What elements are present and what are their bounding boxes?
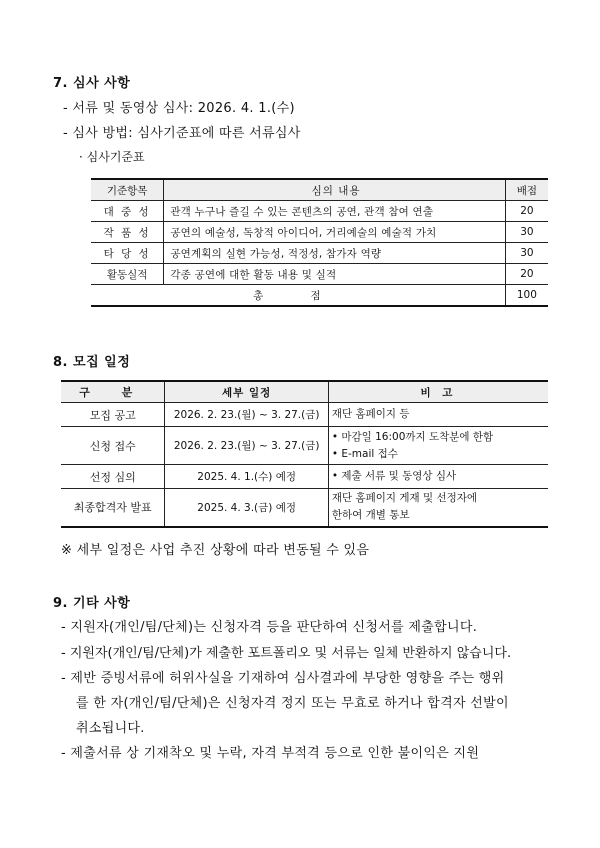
criteria-total-label: 총 점 (91, 285, 505, 307)
review-method-line: - 심사 방법: 심사기준표에 따른 서류심사 (63, 126, 301, 141)
criteria-content: 공연의 예술성, 독창적 아이디어, 거리예술의 예술적 가치 (164, 222, 505, 243)
schedule-note-text: ※ 세부 일정은 사업 추진 상황에 따라 변동될 수 있음 (61, 543, 370, 558)
criteria-item: 대 중 성 (91, 201, 164, 222)
schedule-table (61, 380, 548, 528)
schedule-date: 2026. 2. 23.(월) ~ 3. 27.(금) (165, 403, 328, 427)
criteria-header-score: 배점 (505, 179, 548, 201)
schedule-row (61, 403, 548, 427)
schedule-date: 2025. 4. 3.(금) 예정 (165, 489, 328, 527)
schedule-header-category: 구 분 (61, 381, 165, 403)
schedule-row (61, 427, 548, 465)
criteria-item: 타 당 성 (91, 243, 164, 264)
etc-item-continued: 를 한 자(개인/팀/단체)은 신청자격 정지 또는 무효로 하거나 합격자 선발이 (76, 696, 509, 711)
criteria-table (91, 178, 548, 307)
schedule-note: 한하여 개별 통보 (331, 509, 410, 522)
schedule-note: 재단 홈페이지 게재 및 선정자에 (331, 492, 478, 505)
schedule-notes (328, 489, 548, 527)
section9-heading: 9. 기타 사항 (53, 596, 131, 611)
schedule-label: 모집 공고 (61, 403, 165, 427)
section7-heading: 7. 심사 사항 (53, 76, 131, 91)
criteria-row (91, 264, 548, 285)
schedule-notes (328, 465, 548, 489)
criteria-score: 30 (505, 243, 548, 264)
criteria-header-row (91, 179, 548, 201)
schedule-note: 재단 홈페이지 등 (331, 408, 410, 420)
criteria-score: 20 (505, 201, 548, 222)
etc-item: - 제출서류 상 기재착오 및 누락, 자격 부적격 등으로 인한 불이익은 지원 (61, 746, 480, 761)
criteria-header-content: 심의 내용 (164, 179, 505, 201)
schedule-notes (328, 427, 548, 465)
criteria-total-score: 100 (505, 285, 548, 307)
schedule-row (61, 489, 548, 527)
schedule-note: • E-mail 접수 (331, 447, 398, 460)
schedule-date: 2026. 2. 23.(월) ~ 3. 27.(금) (165, 427, 328, 465)
schedule-label: 선정 심의 (61, 465, 165, 489)
schedule-header-notes: 비 고 (328, 381, 548, 403)
schedule-label: 최종합격자 발표 (61, 489, 165, 527)
criteria-score: 30 (505, 222, 548, 243)
criteria-subtitle: · 심사기준표 (79, 150, 145, 164)
criteria-content: 관객 누구나 즐길 수 있는 콘텐츠의 공연, 관객 참여 연출 (164, 201, 505, 222)
schedule-notes (328, 403, 548, 427)
etc-item: - 지원자(개인/팀/단체)가 제출한 포트폴리오 및 서류는 일체 반환하지 않습니다. (61, 646, 512, 661)
section8-heading: 8. 모집 일정 (53, 355, 131, 370)
criteria-score: 20 (505, 264, 548, 285)
schedule-row (61, 465, 548, 489)
criteria-content: 공연계획의 실현 가능성, 적정성, 참가자 역량 (164, 243, 505, 264)
criteria-row (91, 243, 548, 264)
criteria-item: 활동실적 (91, 264, 164, 285)
criteria-item: 작 품 성 (91, 222, 164, 243)
review-date-line: - 서류 및 동영상 심사: 2026. 4. 1.(수) (63, 101, 295, 116)
schedule-label: 신청 접수 (61, 427, 165, 465)
schedule-header-row (61, 381, 548, 403)
schedule-date: 2025. 4. 1.(수) 예정 (165, 465, 328, 489)
schedule-header-detail: 세부 일정 (165, 381, 328, 403)
etc-item-continued: 취소됩니다. (76, 721, 145, 736)
etc-item: - 제반 증빙서류에 허위사실을 기재하여 심사결과에 부당한 영향을 주는 행위 (61, 671, 505, 686)
criteria-total-row (91, 285, 548, 307)
schedule-note: • 제출 서류 및 동영상 심사 (331, 470, 457, 482)
etc-item: - 지원자(개인/팀/단체)는 신청자격 등을 판단하여 신청서를 제출합니다. (61, 620, 478, 635)
criteria-row (91, 222, 548, 243)
criteria-header-item: 기준항목 (91, 179, 164, 201)
criteria-content: 각종 공연에 대한 활동 내용 및 실적 (164, 264, 505, 285)
criteria-row (91, 201, 548, 222)
schedule-note: • 마감일 16:00까지 도착분에 한함 (331, 430, 494, 443)
